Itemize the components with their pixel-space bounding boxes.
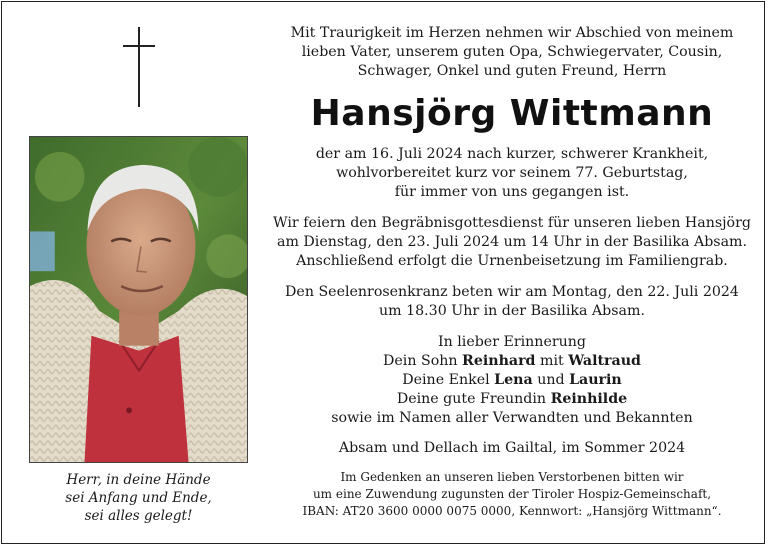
friend-prefix: Deine gute Freundin — [396, 391, 547, 407]
death-line: für immer von uns gegangen ist. — [394, 184, 630, 200]
deceased-name: Hansjörg Wittmann — [310, 93, 714, 134]
donation-line: Im Gedenken an unseren lieben Verstorbenen bitten wir — [340, 470, 684, 484]
funeral-line: Wir feiern den Begräbnisgottesdienst für unseren lieben Hansjörg — [273, 215, 751, 231]
son-partner-name: Waltraud — [568, 353, 641, 369]
death-line: wohlvorbereitet kurz vor seinem 77. Geburtstag, — [336, 165, 688, 181]
funeral-line: am Dienstag, den 23. Juli 2024 um 14 Uhr in der Basilika Absam. — [276, 234, 747, 250]
grandchild-name: Lena — [494, 372, 533, 388]
death-line: der am 16. Juli 2024 nach kurzer, schwerer Krankheit, — [315, 146, 709, 162]
motto-line: sei alles gelegt! — [84, 508, 193, 524]
donation-iban-line: IBAN: AT20 3600 0000 0075 0000, Kennwort: „Hansjörg Wittmann“. — [302, 504, 722, 518]
motto-line: Herr, in deine Hände — [66, 472, 211, 488]
death-text — [272, 145, 752, 202]
grandchildren-prefix: Deine Enkel — [402, 372, 490, 388]
memory-heading: In lieber Erinnerung — [438, 334, 586, 350]
intro-text — [272, 24, 752, 81]
portrait-photo — [29, 136, 248, 463]
son-prefix: Dein Sohn — [383, 353, 458, 369]
and-word: und — [537, 372, 565, 388]
intro-line: Schwager, Onkel und guten Freund, Herrn — [357, 63, 667, 79]
donation-text — [272, 469, 752, 520]
donation-line: um eine Zuwendung zugunsten der Tiroler Hospiz-Gemeinschaft, — [312, 487, 712, 501]
son-name: Reinhard — [462, 353, 536, 369]
memory-block — [272, 333, 752, 428]
rosary-line: Den Seelenrosenkranz beten wir am Montag, den 22. Juli 2024 — [285, 284, 739, 300]
intro-line: Mit Traurigkeit im Herzen nehmen wir Abschied von meinem — [290, 25, 734, 41]
funeral-line: Anschließend erfolgt die Urnenbeisetzung im Familiengrab. — [296, 253, 728, 269]
friend-name: Reinhilde — [550, 391, 628, 407]
funeral-text — [272, 214, 752, 271]
motto-verse — [29, 471, 248, 525]
rosary-line: um 18.30 Uhr in der Basilika Absam. — [379, 303, 645, 319]
with-word: mit — [540, 353, 564, 369]
relatives-line: sowie im Namen aller Verwandten und Bekannten — [331, 410, 693, 426]
main-text — [272, 24, 752, 520]
grandchild-name: Laurin — [569, 372, 622, 388]
place-date: Absam und Dellach im Gailtal, im Sommer 2024 — [338, 440, 686, 456]
cross-icon — [123, 27, 155, 107]
intro-line: lieben Vater, unserem guten Opa, Schwiegervater, Cousin, — [301, 44, 723, 60]
rosary-text — [272, 283, 752, 321]
obituary-notice — [1, 1, 765, 544]
motto-line: sei Anfang und Ende, — [65, 490, 212, 506]
